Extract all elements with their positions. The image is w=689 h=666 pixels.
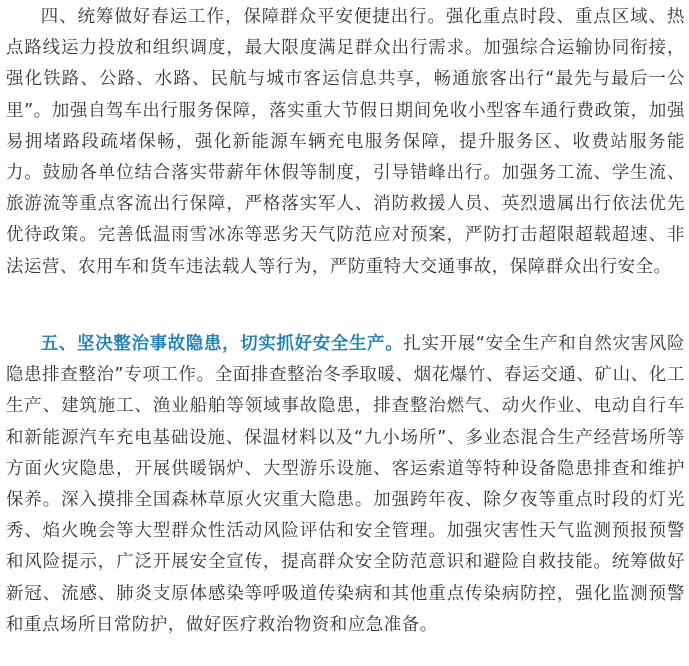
- paragraph-safety-production: [6, 329, 685, 641]
- paragraph-spring-travel: [6, 2, 685, 283]
- section-heading: 五、坚决整治事故隐患，切实抓好安全生产。: [40, 334, 404, 354]
- paragraph-text: 四、统筹做好春运工作，保障群众平安便捷出行。强化重点时段、重点区域、热点路线运力投放和组织调度，最大限度满足群众出行需求。加强综合运输协同衔接，强化铁路、公路、水路、民航与城市客运信息共享，畅通旅客出行“最先与最后一公里”。加强自驾车出行服务保障，落实重大节假日期间免收小型客车通行费政策，加强易拥堵路段疏堵保畅，强化新能源车辆充电服务保障，提升服务区、收费站服务能力。鼓励各单位结合落实带薪年休假等制度，引导错峰出行。加强务工流、学生流、旅游流等重点客流出行保障，严格落实军人、消防救援人员、英烈遗属出行依法优先优待政策。完善低温雨雪冰冻等恶劣天气防范应对预案，严防打击超限超载超速、非法运营、农用车和货车违法载人等行为，严防重特大交通事故，保障群众出行安全。: [6, 7, 685, 277]
- paragraph-text: 扎实开展“安全生产和自然灾害风险隐患排查整治”专项工作。全面排查整治冬季取暖、烟花爆竹、春运交通、矿山、化工生产、建筑施工、渔业船舶等领域事故隐患，排查整治燃气、动火作业、电动自行车和新能源汽车充电基础设施、保温材料以及“九小场所”、多业态混合生产经营场所等方面火灾隐患，开展供暖锅炉、大型游乐设施、客运索道等特种设备隐患排查和维护保养。深入摸排全国森林草原火灾重大隐患。加强跨年夜、除夕夜等重点时段的灯光秀、焰火晚会等大型群众性活动风险评估和安全管理。加强灾害性天气监测预报预警和风险提示，广泛开展安全宣传，提高群众安全防范意识和避险自救技能。统筹做好新冠、流感、肺炎支原体感染等呼吸道传染病和其他重点传染病防控，强化监测预警和重点场所日常防护，做好医疗救治物资和应急准备。: [6, 334, 685, 635]
